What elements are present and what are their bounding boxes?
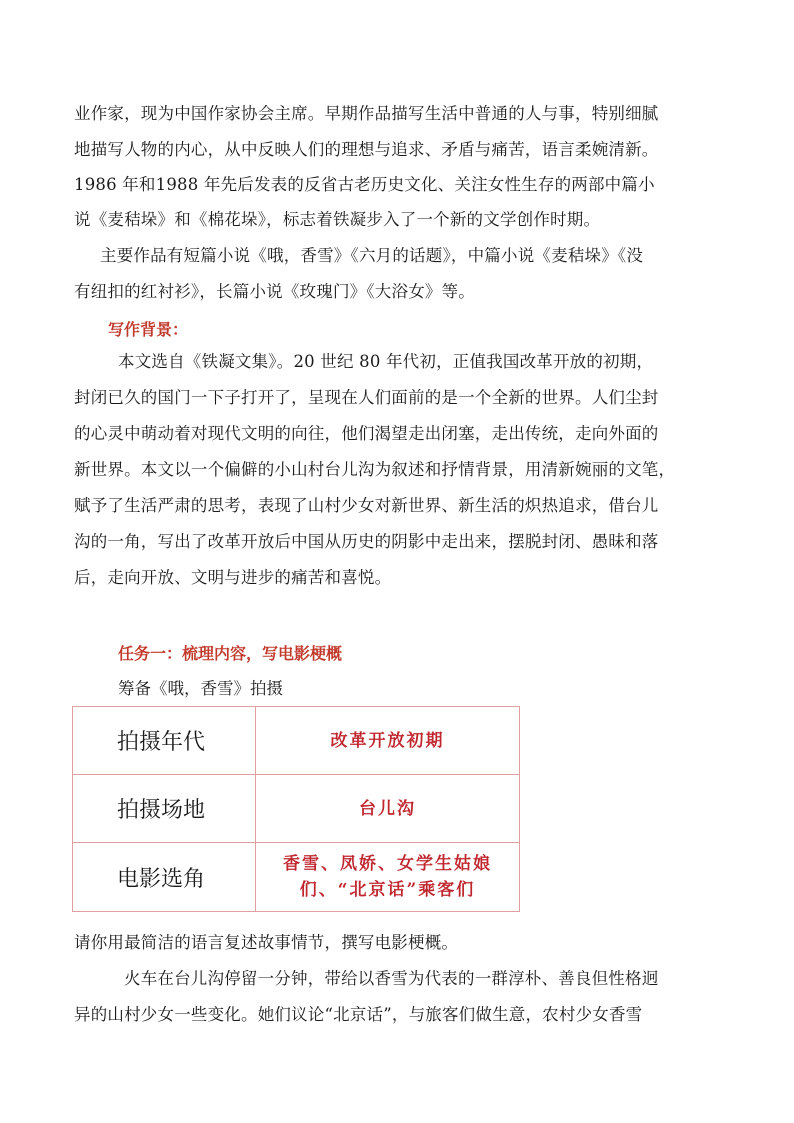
background-line-7: 后，走向开放、文明与进步的痛苦和喜悦。 (74, 568, 392, 587)
background-line-4: 新世界。本文以一个偏僻的小山村台儿沟为叙述和抒情背景，用清新婉丽的文笔， (74, 460, 676, 479)
bio-line-4: 说《麦秸垛》和《棉花垛》，标志着铁凝步入了一个新的文学创作时期。 (74, 210, 601, 229)
task1-heading: 任务一：梳理内容，写电影梗概 (118, 644, 343, 663)
bio-line-2: 地描写人物的内心，从中反映人们的理想与追求、矛盾与痛苦，语言柔婉清新。 (74, 140, 659, 159)
background-line-6: 沟的一角，写出了改革开放后中国从历史的阴影中走出来，摆脱封闭、愚昧和落 (74, 532, 659, 551)
table-row (73, 707, 519, 775)
background-line-3: 的心灵中萌动着对现代文明的向往，他们渴望走出闭塞，走出传统，走向外面的 (74, 424, 659, 443)
table-row (73, 843, 519, 911)
background-heading: 写作背景： (108, 320, 189, 339)
table-row (73, 775, 519, 843)
background-line-5: 赋予了生活严肃的思考，表现了山村少女对新世界、新生活的炽热追求，借台儿 (74, 496, 659, 515)
table-key-location: 拍摄场地 (73, 775, 256, 842)
table-value-casting: 香雪、凤娇、女学生姑娘们、“北京话”乘客们 (283, 854, 492, 900)
bio-line-3: 1986 年和1988 年先后发表的反省古老历史文化、关注女性生存的两部中篇小 (74, 175, 655, 194)
bio-line-1: 业作家，现为中国作家协会主席。早期作品描写生活中普通的人与事，特别细腻 (74, 104, 659, 123)
works-line-1: 主要作品有短篇小说《哦，香雪》《六月的话题》，中篇小说《麦秸垛》《没 (100, 246, 644, 265)
table-value-era: 改革开放初期 (330, 730, 445, 751)
film-planning-table (72, 706, 520, 912)
answer-line-1: 火车在台儿沟停留一分钟，带给以香雪为代表的一群淳朴、善良但性格迥 (124, 969, 659, 988)
answer-line-2: 异的山村少女一些变化。她们议论“北京话”，与旅客们做生意，农村少女香雪 (74, 1005, 643, 1024)
task1-prep-line: 筹备《哦，香雪》拍摄 (118, 679, 283, 698)
background-line-2: 封闭已久的国门一下子打开了，呈现在人们面前的是一个全新的世界。人们尘封 (74, 388, 659, 407)
background-line-1: 本文选自《铁凝文集》。20 世纪 80 年代初，正值我国改革开放的初期， (118, 352, 654, 371)
table-key-casting: 电影选角 (73, 843, 256, 911)
table-value-location: 台儿沟 (359, 798, 416, 819)
task1-prompt: 请你用最简洁的语言复述故事情节，撰写电影梗概。 (74, 933, 459, 952)
works-line-2: 有纽扣的红衬衫》，长篇小说《玫瑰门》《大浴女》等。 (74, 282, 475, 301)
table-key-era: 拍摄年代 (73, 707, 256, 774)
